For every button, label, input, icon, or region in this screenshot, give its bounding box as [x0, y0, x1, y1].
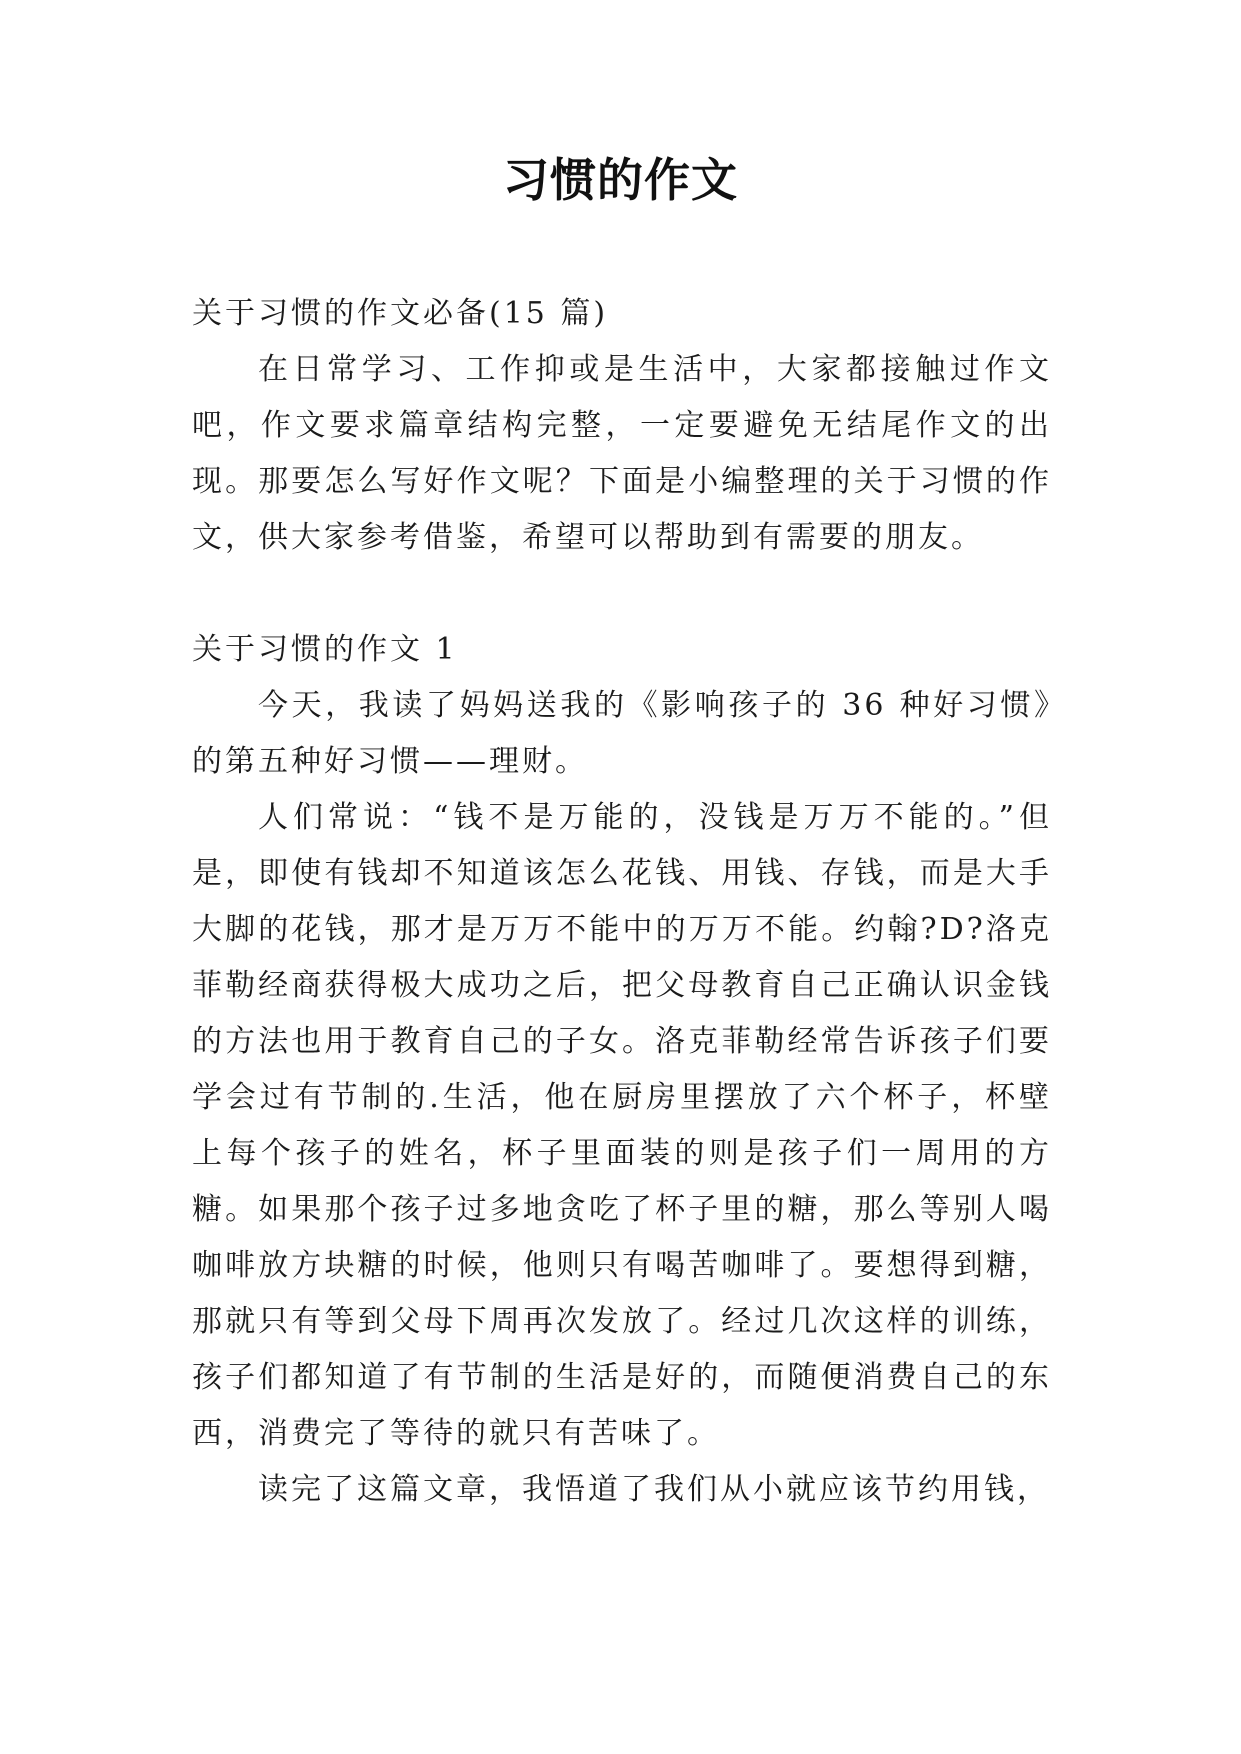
intro-paragraph: 在日常学习、工作抑或是生活中，大家都接触过作文吧，作文要求篇章结构完整，一定要避免无结尾作文的出现。那要怎么写好作文呢？下面是小编整理的关于习惯的作文，供大家参考借鉴，希望可以帮助到有需要的朋友。	[192, 352, 1052, 555]
document-title: 习惯的作文	[503, 153, 738, 207]
document-body	[192, 286, 1052, 1518]
section-spacer	[192, 566, 1052, 622]
intro-heading: 关于习惯的作文必备(15 篇)	[192, 296, 609, 331]
body-paragraph: 今天，我读了妈妈送我的《影响孩子的 36 种好习惯》的第五种好习惯——理财。	[192, 688, 1052, 779]
body-paragraph: 读完了这篇文章，我悟道了我们从小就应该节约用钱，	[258, 1472, 1050, 1507]
section-heading: 关于习惯的作文 1	[192, 632, 458, 667]
body-paragraph: 人们常说：“钱不是万能的，没钱是万万不能的。”但是，即使有钱却不知道该怎么花钱、用钱、存钱，而是大手大脚的花钱，那才是万万不能中的万万不能。约翰?D?洛克菲勒经商获得极大成功之后，把父母教育自己正确认识金钱的方法也用于教育自己的子女。洛克菲勒经常告诉孩子们要学会过有节制的.生活，他在厨房里摆放了六个杯子，杯壁上每个孩子的姓名，杯子里面装的则是孩子们一周用的方糖。如果那个孩子过多地贪吃了杯子里的糖，那么等别人喝咖啡放方块糖的时候，他则只有喝苦咖啡了。要想得到糖，那就只有等到父母下周再次发放了。经过几次这样的训练，孩子们都知道了有节制的生活是好的，而随便消费自己的东西，消费完了等待的就只有苦味了。	[192, 800, 1052, 1451]
